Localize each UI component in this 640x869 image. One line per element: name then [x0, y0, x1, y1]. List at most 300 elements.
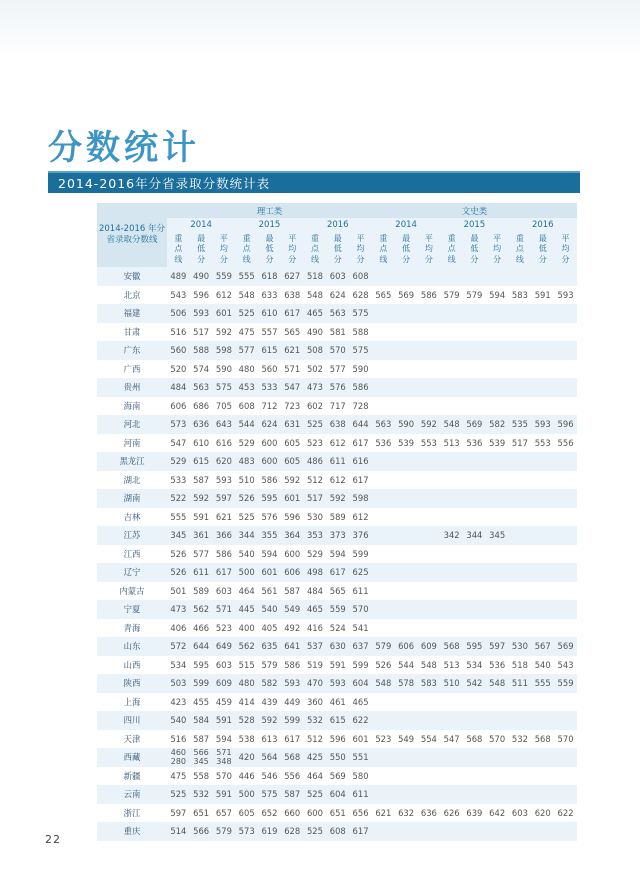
- score-cell: 728: [349, 397, 372, 416]
- score-cell: 588: [190, 341, 213, 360]
- province-cell: 陕西: [97, 674, 167, 693]
- score-cell: [417, 822, 440, 841]
- score-table: [97, 203, 577, 841]
- score-cell: [395, 545, 418, 564]
- score-cell: [531, 582, 554, 601]
- score-cell: [531, 508, 554, 527]
- score-cell: [486, 693, 509, 712]
- score-cell: 565: [372, 286, 395, 305]
- score-cell: 618: [258, 267, 281, 286]
- score-cell: [417, 360, 440, 379]
- province-cell: 辽宁: [97, 563, 167, 582]
- header-row-metrics: [97, 232, 577, 267]
- year-header: 2014: [372, 218, 440, 232]
- province-cell: 江苏: [97, 526, 167, 545]
- score-cell: 579: [372, 637, 395, 656]
- score-cell: 571 348: [213, 748, 236, 767]
- score-cell: [554, 508, 577, 527]
- score-cell: 544: [395, 656, 418, 675]
- metric-header-label: 重点线: [515, 233, 524, 264]
- score-cell: [440, 563, 463, 582]
- score-cell: 525: [304, 822, 327, 841]
- score-cell: 615: [190, 452, 213, 471]
- top-band: [0, 0, 640, 60]
- score-cell: 484: [304, 582, 327, 601]
- score-cell: 530: [509, 637, 532, 656]
- score-cell: 525: [304, 415, 327, 434]
- score-cell: [395, 267, 418, 286]
- score-cell: 508: [304, 341, 327, 360]
- score-cell: 588: [349, 323, 372, 342]
- score-cell: [395, 508, 418, 527]
- score-cell: 651: [190, 804, 213, 823]
- score-cell: 632: [395, 804, 418, 823]
- score-cell: [417, 563, 440, 582]
- score-cell: 600: [304, 804, 327, 823]
- province-cell: 浙江: [97, 804, 167, 823]
- score-cell: 619: [258, 822, 281, 841]
- score-cell: 568: [281, 748, 304, 767]
- score-cell: 540: [235, 545, 258, 564]
- score-cell: 569: [463, 415, 486, 434]
- score-cell: 638: [326, 415, 349, 434]
- score-cell: [395, 619, 418, 638]
- score-cell: 536: [463, 434, 486, 453]
- score-cell: 599: [349, 545, 372, 564]
- province-cell: 广西: [97, 360, 167, 379]
- score-cell: [509, 526, 532, 545]
- score-cell: 574: [190, 360, 213, 379]
- score-cell: 540: [258, 600, 281, 619]
- score-cell: [395, 526, 418, 545]
- score-cell: [554, 471, 577, 490]
- score-cell: [372, 323, 395, 342]
- score-cell: 579: [440, 286, 463, 305]
- score-cell: [440, 545, 463, 564]
- province-cell: 广东: [97, 341, 167, 360]
- score-cell: [486, 267, 509, 286]
- score-cell: 712: [258, 397, 281, 416]
- score-cell: 617: [281, 304, 304, 323]
- score-cell: 534: [463, 656, 486, 675]
- score-cell: 564: [258, 748, 281, 767]
- table-row: [97, 415, 577, 434]
- metric-header-label: 重点线: [310, 233, 319, 264]
- score-cell: 586: [417, 286, 440, 305]
- score-cell: [531, 378, 554, 397]
- score-cell: 617: [349, 471, 372, 490]
- score-cell: 360: [304, 693, 327, 712]
- score-cell: [531, 693, 554, 712]
- score-cell: 570: [554, 730, 577, 749]
- score-cell: 464: [304, 767, 327, 786]
- score-cell: 492: [281, 619, 304, 638]
- score-cell: [395, 563, 418, 582]
- score-cell: [486, 471, 509, 490]
- score-cell: 525: [167, 785, 190, 804]
- score-cell: [531, 471, 554, 490]
- score-cell: 606: [395, 637, 418, 656]
- score-cell: 563: [372, 415, 395, 434]
- score-cell: [463, 767, 486, 786]
- score-cell: [417, 267, 440, 286]
- score-cell: 570: [486, 730, 509, 749]
- metric-header: [213, 232, 236, 267]
- table-row: [97, 563, 577, 582]
- score-cell: [372, 508, 395, 527]
- score-cell: 548: [372, 674, 395, 693]
- score-cell: 606: [281, 563, 304, 582]
- score-cell: [395, 360, 418, 379]
- score-cell: 616: [213, 434, 236, 453]
- score-cell: 445: [235, 600, 258, 619]
- score-cell: [463, 397, 486, 416]
- score-cell: [509, 378, 532, 397]
- score-cell: 538: [235, 730, 258, 749]
- score-cell: 596: [190, 286, 213, 305]
- score-cell: [417, 526, 440, 545]
- score-cell: 630: [326, 637, 349, 656]
- score-cell: 603: [213, 582, 236, 601]
- score-cell: [554, 452, 577, 471]
- score-cell: [372, 378, 395, 397]
- score-cell: 597: [167, 804, 190, 823]
- score-cell: [440, 748, 463, 767]
- score-cell: 512: [304, 730, 327, 749]
- province-cell: 福建: [97, 304, 167, 323]
- metric-header: [554, 232, 577, 267]
- score-cell: [531, 304, 554, 323]
- score-cell: 459: [213, 693, 236, 712]
- score-cell: 617: [281, 730, 304, 749]
- score-cell: [531, 489, 554, 508]
- group-header: 理工类: [167, 203, 372, 218]
- score-cell: 599: [349, 656, 372, 675]
- score-cell: 586: [213, 545, 236, 564]
- province-cell: 新疆: [97, 767, 167, 786]
- score-cell: [509, 619, 532, 638]
- table-row: [97, 711, 577, 730]
- score-cell: [417, 471, 440, 490]
- score-cell: 559: [326, 600, 349, 619]
- score-cell: 501: [167, 582, 190, 601]
- score-cell: [417, 693, 440, 712]
- score-cell: 633: [258, 286, 281, 305]
- score-cell: 533: [258, 378, 281, 397]
- score-cell: 473: [304, 378, 327, 397]
- score-cell: [417, 304, 440, 323]
- score-cell: [417, 619, 440, 638]
- metric-header: [190, 232, 213, 267]
- score-cell: [509, 341, 532, 360]
- score-cell: [463, 822, 486, 841]
- score-cell: 625: [349, 563, 372, 582]
- score-cell: 539: [395, 434, 418, 453]
- score-cell: [509, 545, 532, 564]
- score-cell: 345: [486, 526, 509, 545]
- province-cell: 宁夏: [97, 600, 167, 619]
- score-cell: 480: [235, 674, 258, 693]
- score-cell: 628: [349, 286, 372, 305]
- score-cell: 617: [326, 563, 349, 582]
- metric-header: [417, 232, 440, 267]
- score-cell: [531, 619, 554, 638]
- score-cell: 500: [235, 563, 258, 582]
- score-cell: 373: [326, 526, 349, 545]
- province-cell: 安徽: [97, 267, 167, 286]
- metric-header-label: 最低分: [470, 233, 479, 264]
- score-cell: [395, 600, 418, 619]
- score-cell: 591: [213, 785, 236, 804]
- score-cell: [531, 767, 554, 786]
- score-cell: 581: [326, 323, 349, 342]
- table-row: [97, 767, 577, 786]
- score-cell: 583: [509, 286, 532, 305]
- score-cell: [463, 545, 486, 564]
- table-row: [97, 637, 577, 656]
- metric-header: [281, 232, 304, 267]
- table-row: [97, 822, 577, 841]
- score-cell: 644: [190, 637, 213, 656]
- score-cell: [372, 767, 395, 786]
- score-cell: 611: [190, 563, 213, 582]
- score-cell: [509, 471, 532, 490]
- score-cell: 506: [167, 304, 190, 323]
- score-cell: [372, 785, 395, 804]
- metric-header-label: 最低分: [333, 233, 342, 264]
- score-cell: [509, 397, 532, 416]
- metric-header: [167, 232, 190, 267]
- score-cell: 651: [326, 804, 349, 823]
- score-cell: [531, 341, 554, 360]
- score-cell: 577: [190, 545, 213, 564]
- score-cell: [486, 323, 509, 342]
- score-cell: [463, 508, 486, 527]
- score-cell: 611: [326, 452, 349, 471]
- score-cell: [440, 489, 463, 508]
- score-cell: 577: [235, 341, 258, 360]
- score-cell: [463, 619, 486, 638]
- table-row: [97, 360, 577, 379]
- score-cell: [531, 267, 554, 286]
- score-cell: [554, 767, 577, 786]
- score-cell: 597: [486, 637, 509, 656]
- score-cell: 460 280: [167, 748, 190, 767]
- province-cell: 河南: [97, 434, 167, 453]
- score-cell: 530: [304, 508, 327, 527]
- province-cell: 云南: [97, 785, 167, 804]
- score-cell: [509, 489, 532, 508]
- score-cell: [463, 748, 486, 767]
- score-cell: 563: [190, 378, 213, 397]
- metric-header-label: 平均分: [424, 233, 433, 264]
- score-cell: 652: [258, 804, 281, 823]
- score-cell: [486, 582, 509, 601]
- table-row: [97, 674, 577, 693]
- score-cell: 546: [258, 767, 281, 786]
- metric-header-label: 重点线: [242, 233, 251, 264]
- score-cell: 555: [235, 267, 258, 286]
- score-cell: [486, 378, 509, 397]
- province-cell: 湖南: [97, 489, 167, 508]
- province-cell: 山西: [97, 656, 167, 675]
- score-cell: 603: [326, 267, 349, 286]
- score-cell: [554, 526, 577, 545]
- province-cell: 西藏: [97, 748, 167, 767]
- score-cell: [372, 452, 395, 471]
- score-cell: [417, 748, 440, 767]
- score-cell: [395, 471, 418, 490]
- province-cell: 江西: [97, 545, 167, 564]
- score-cell: 517: [304, 489, 327, 508]
- score-cell: [395, 304, 418, 323]
- score-cell: 589: [326, 508, 349, 527]
- score-cell: 596: [554, 415, 577, 434]
- score-cell: [486, 341, 509, 360]
- score-cell: [395, 378, 418, 397]
- header-row-groups: [97, 203, 577, 218]
- header-row-years: [97, 218, 577, 232]
- score-table-container: [97, 203, 577, 841]
- score-cell: 539: [486, 434, 509, 453]
- table-caption-banner: 2014-2016年分省录取分数统计表: [48, 171, 580, 193]
- metric-header: [304, 232, 327, 267]
- score-cell: 587: [190, 471, 213, 490]
- score-cell: 566 345: [190, 748, 213, 767]
- score-cell: 603: [213, 656, 236, 675]
- score-cell: 502: [304, 360, 327, 379]
- score-cell: [463, 711, 486, 730]
- table-row: [97, 434, 577, 453]
- score-cell: [531, 785, 554, 804]
- score-cell: 705: [213, 397, 236, 416]
- score-cell: 612: [349, 508, 372, 527]
- score-cell: [554, 693, 577, 712]
- score-cell: [440, 711, 463, 730]
- score-cell: 483: [235, 452, 258, 471]
- score-cell: [440, 508, 463, 527]
- score-cell: 576: [258, 508, 281, 527]
- year-header: 2015: [440, 218, 508, 232]
- metric-header: [235, 232, 258, 267]
- score-cell: 446: [235, 767, 258, 786]
- score-cell: 532: [509, 730, 532, 749]
- score-cell: [372, 526, 395, 545]
- metric-header-label: 最低分: [197, 233, 206, 264]
- score-cell: [372, 582, 395, 601]
- score-cell: [463, 693, 486, 712]
- score-cell: [417, 600, 440, 619]
- score-cell: 609: [213, 674, 236, 693]
- score-cell: 586: [258, 471, 281, 490]
- score-cell: [509, 323, 532, 342]
- score-cell: 611: [349, 785, 372, 804]
- corner-header: 2014-2016 年分省录取分数线: [97, 203, 167, 267]
- score-cell: [486, 748, 509, 767]
- score-cell: [486, 563, 509, 582]
- score-cell: [554, 748, 577, 767]
- score-cell: 551: [349, 748, 372, 767]
- score-cell: 484: [167, 378, 190, 397]
- score-cell: [372, 563, 395, 582]
- score-cell: 606: [167, 397, 190, 416]
- province-cell: 黑龙江: [97, 452, 167, 471]
- score-cell: 570: [326, 341, 349, 360]
- score-cell: 570: [213, 767, 236, 786]
- score-cell: 620: [531, 804, 554, 823]
- score-cell: 548: [486, 674, 509, 693]
- score-cell: 548: [304, 286, 327, 305]
- score-cell: [372, 397, 395, 416]
- score-cell: 543: [554, 656, 577, 675]
- score-cell: 555: [531, 674, 554, 693]
- score-cell: [509, 563, 532, 582]
- score-cell: [463, 267, 486, 286]
- score-cell: 516: [167, 730, 190, 749]
- score-cell: [509, 304, 532, 323]
- score-cell: [554, 341, 577, 360]
- score-cell: 573: [167, 415, 190, 434]
- score-cell: [554, 600, 577, 619]
- score-cell: 627: [281, 267, 304, 286]
- score-cell: [531, 323, 554, 342]
- score-cell: 541: [349, 619, 372, 638]
- score-cell: 582: [258, 674, 281, 693]
- province-cell: 海南: [97, 397, 167, 416]
- score-cell: [440, 341, 463, 360]
- score-cell: [395, 341, 418, 360]
- score-cell: [372, 711, 395, 730]
- score-cell: [509, 711, 532, 730]
- score-cell: 579: [463, 286, 486, 305]
- score-cell: 571: [281, 360, 304, 379]
- year-header: 2016: [304, 218, 372, 232]
- score-cell: 569: [395, 286, 418, 305]
- score-cell: 480: [235, 360, 258, 379]
- metric-header-label: 最低分: [265, 233, 274, 264]
- score-cell: [417, 582, 440, 601]
- score-cell: [440, 323, 463, 342]
- score-cell: 559: [213, 267, 236, 286]
- score-cell: [440, 360, 463, 379]
- score-cell: 400: [235, 619, 258, 638]
- score-cell: 580: [349, 767, 372, 786]
- score-cell: 342: [440, 526, 463, 545]
- score-cell: 490: [304, 323, 327, 342]
- score-cell: 465: [304, 600, 327, 619]
- score-cell: 537: [304, 637, 327, 656]
- score-cell: 515: [235, 656, 258, 675]
- score-cell: 717: [326, 397, 349, 416]
- score-cell: 612: [326, 471, 349, 490]
- score-cell: [531, 822, 554, 841]
- score-cell: 557: [258, 323, 281, 342]
- score-cell: 523: [304, 434, 327, 453]
- score-cell: 686: [190, 397, 213, 416]
- score-cell: [531, 526, 554, 545]
- score-cell: 591: [531, 286, 554, 305]
- score-cell: [417, 545, 440, 564]
- table-row: [97, 526, 577, 545]
- score-cell: 601: [213, 304, 236, 323]
- score-cell: [417, 508, 440, 527]
- score-cell: 579: [258, 656, 281, 675]
- score-cell: 584: [190, 711, 213, 730]
- score-cell: 622: [554, 804, 577, 823]
- table-row: [97, 730, 577, 749]
- score-cell: 518: [509, 656, 532, 675]
- score-cell: 516: [167, 323, 190, 342]
